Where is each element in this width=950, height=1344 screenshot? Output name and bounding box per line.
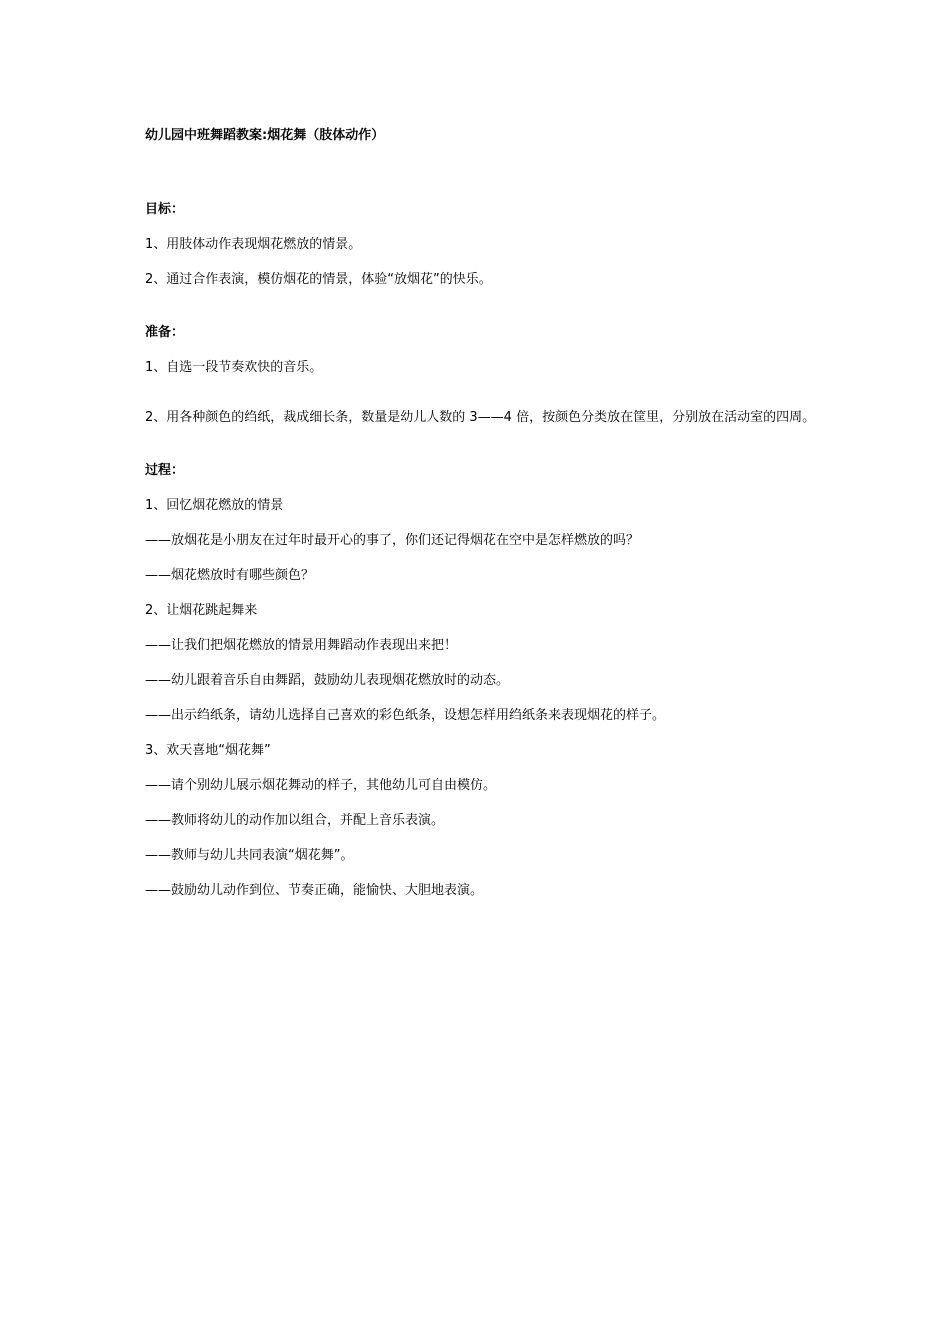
title-gap	[145, 146, 825, 200]
process-item: ——烟花燃放时有哪些颜色？	[145, 568, 315, 583]
process-item: ——让我们把烟花燃放的情景用舞蹈动作表现出来把！	[145, 638, 458, 653]
preparation-item: 2、用各种颜色的绉纸，裁成细长条，数量是幼儿人数的 3——4 倍，按颜色分类放在筐里，分别放在活动室的四周。	[145, 410, 816, 425]
process-item: 3、欢天喜地“烟花舞”	[145, 743, 271, 758]
process-item: ——出示绉纸条，请幼儿选择自己喜欢的彩色纸条，设想怎样用绉纸条来表现烟花的样子。	[145, 708, 666, 723]
process-item: ——请个别幼儿展示烟花舞动的样子，其他幼儿可自由模仿。	[145, 778, 497, 793]
process-item: ——放烟花是小朋友在过年时最开心的事了，你们还记得烟花在空中是怎样燃放的吗？	[145, 533, 640, 548]
process-item: ——鼓励幼儿动作到位、节奏正确，能愉快、大胆地表演。	[145, 883, 484, 898]
preparation-item: 1、自选一段节奏欢快的音乐。	[145, 360, 323, 375]
goal-item: 2、通过合作表演，模仿烟花的情景，体验“放烟花”的快乐。	[145, 272, 492, 287]
process-item: 1、回忆烟花燃放的情景	[145, 498, 284, 513]
document-title: 幼儿园中班舞蹈教案:烟花舞（肢体动作）	[145, 128, 385, 143]
process-item: ——幼儿跟着音乐自由舞蹈，鼓励幼儿表现烟花燃放时的动态。	[145, 673, 510, 688]
process-item: ——教师与幼儿共同表演“烟花舞”。	[145, 848, 354, 863]
process-item: ——教师将幼儿的动作加以组合，并配上音乐表演。	[145, 813, 445, 828]
process-heading: 过程：	[145, 463, 185, 478]
preparation-heading: 准备：	[145, 325, 185, 340]
goals-heading: 目标：	[145, 202, 185, 217]
goal-item: 1、用肢体动作表现烟花燃放的情景。	[145, 237, 362, 252]
document-body	[145, 126, 825, 901]
process-item: 2、让烟花跳起舞来	[145, 603, 258, 618]
